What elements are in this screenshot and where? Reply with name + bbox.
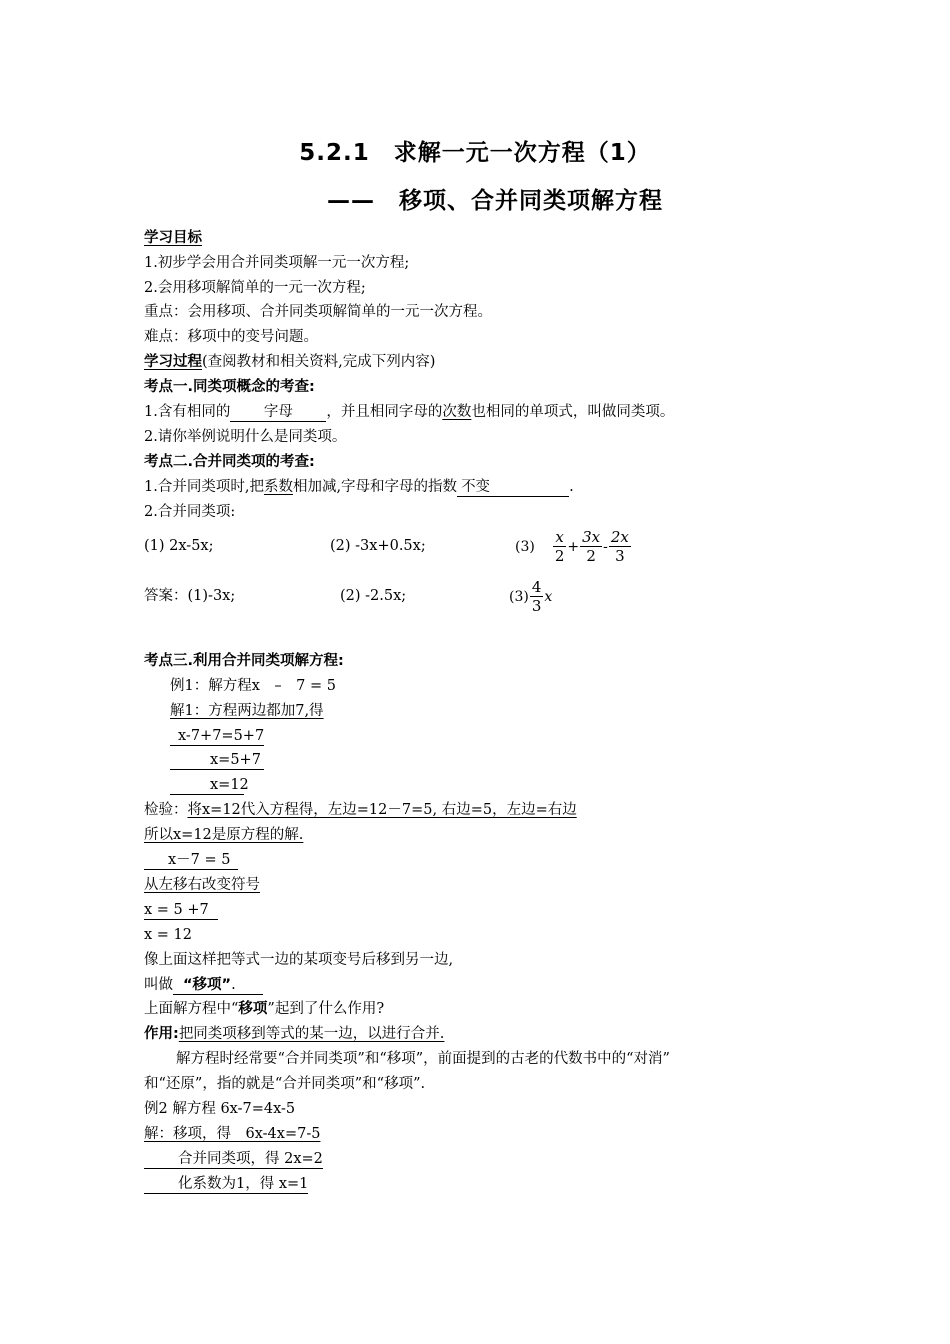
role-text: 把同类项移到等式的某一边，以进行合并.: [178, 1026, 445, 1042]
answer-1: 答案：(1)-3x;: [144, 588, 236, 604]
check-text: 将x=12代入方程得，左边=12－7=5, 右边=5，左边=右边: [187, 802, 577, 818]
point2-q1: [144, 477, 574, 497]
role-line: [144, 1024, 444, 1044]
goal-difficulty: 难点：移项中的变号问题。: [144, 329, 318, 345]
fraction-2: [580, 528, 602, 565]
definition-1: 像上面这样把等式一边的某项变号后移到另一边,: [144, 952, 454, 968]
point1-q1-mid: ，并且相同字母的: [326, 404, 443, 420]
page-title: 5.2.1 求解一元一次方程（1）: [299, 140, 651, 166]
equation-2-text: x = 5 +7: [144, 901, 218, 920]
check-line: [144, 800, 577, 820]
point1-q1-after: 也相同的单项式，叫做同类项。: [471, 404, 675, 420]
point1-blank-2: 次数: [442, 404, 472, 420]
step-3: [170, 775, 249, 795]
point2-heading: 考点二.合并同类项的考查:: [144, 454, 315, 470]
equation-text: x－7 = 5: [144, 851, 238, 870]
process-note: (查阅教材和相关资料,完成下列内容): [202, 354, 436, 370]
problem-2: (2) -3x+0.5x;: [330, 538, 426, 554]
fraction-1-num: x: [553, 528, 567, 547]
point2-q1-text: 1.合并同类项时,把: [144, 479, 264, 495]
definition-term-text: “移项”: [183, 977, 232, 993]
operator-plus: +: [567, 538, 580, 555]
point1-q1: [144, 402, 674, 422]
point2-q1-mid: 相加减,字母和字母的指数: [292, 479, 458, 495]
answer-2: (2) -2.5x;: [340, 588, 407, 604]
definition-term: [173, 976, 263, 995]
fraction-2-num: 3x: [582, 528, 601, 546]
point2-blank-1: 系数: [263, 479, 293, 495]
definition-2: [144, 975, 263, 995]
point2-q1-after: .: [569, 479, 574, 495]
problem-3-label: (3): [515, 538, 535, 555]
answer-variable: x: [544, 588, 553, 605]
point3-heading: 考点三.利用合并同类项解方程:: [144, 653, 344, 669]
example-2-step-1: 解：移项，得 6x-4x=7-5: [144, 1126, 321, 1142]
point1-heading: 考点一.同类项概念的考查:: [144, 379, 315, 395]
answer-fraction-num: 4: [531, 578, 542, 596]
fraction-3-num: 2x: [610, 528, 629, 546]
point2-blank-2: 不变: [457, 478, 569, 497]
goal-key-point: 重点：会用移项、合并同类项解简单的一元一次方程。: [144, 304, 492, 320]
paragraph-line-2: 和“还原”，指的就是“合并同类项”和“移项”.: [144, 1076, 426, 1092]
problem-1: (1) 2x-5x;: [144, 538, 214, 554]
example-2-step-2: [144, 1149, 323, 1169]
answer-3-label: (3): [509, 588, 529, 605]
solution-1: 解1：方程两边都加7,得: [170, 703, 324, 719]
step-1-text: x-7+7=5+7: [170, 727, 264, 746]
role-label: 作用:: [144, 1026, 179, 1042]
step-2-text: x=5+7: [170, 751, 264, 770]
question-term: 移项: [238, 1001, 268, 1017]
check-label: 检验：: [144, 802, 188, 818]
fraction-2-den: 2: [586, 547, 596, 565]
move-rule: 从左移右改变符号: [144, 877, 260, 893]
problem-3: [514, 528, 631, 565]
goal-item-2: 2.会用移项解简单的一元一次方程;: [144, 280, 366, 296]
example-2-step-3: [144, 1174, 308, 1194]
point1-q1-text: 1.含有相同的: [144, 404, 231, 420]
fraction-1: [553, 528, 567, 565]
example-2-step-3-text: 化系数为1，得 x=1: [144, 1175, 308, 1194]
page-subtitle: —— 移项、合并同类项解方程: [327, 188, 663, 214]
question-after: ”起到了什么作用?: [267, 1001, 385, 1017]
answer-3: [508, 578, 553, 615]
operator-minus: -: [603, 538, 608, 555]
step-1: [170, 726, 264, 746]
definition-term-after: .: [231, 977, 236, 993]
question-before: 上面解方程中“: [144, 1001, 239, 1017]
answer-fraction-den: 3: [531, 597, 542, 615]
point1-q2: 2.请你举例说明什么是同类项。: [144, 429, 347, 445]
question-line: [144, 999, 384, 1019]
example-1: 例1：解方程x – 7 = 5: [170, 678, 336, 694]
fraction-3-den: 3: [615, 547, 625, 565]
equation-2: [144, 900, 218, 920]
point1-blank-1: 字母: [230, 403, 326, 422]
definition-2-text: 叫做: [144, 977, 173, 993]
process-line: [144, 352, 435, 372]
equation-3: x = 12: [144, 927, 192, 943]
fraction-1-den: 2: [554, 547, 565, 565]
paragraph-line-1: 解方程时经常要“合并同类项”和“移项”，前面提到的古老的代数书中的“对消”: [176, 1051, 670, 1067]
fraction-3: [609, 528, 631, 565]
goal-item-1: 1.初步学会用合并同类项解一元一次方程;: [144, 255, 410, 271]
answer-fraction: [530, 578, 544, 615]
example-2: 例2 解方程 6x-7=4x-5: [144, 1101, 296, 1117]
goals-heading: 学习目标: [144, 230, 202, 246]
step-3-text: x=12: [170, 776, 244, 795]
equation-line: [144, 850, 238, 870]
step-2: [170, 750, 264, 770]
process-heading: 学习过程: [144, 354, 202, 370]
example-2-step-2-text: 合并同类项，得 2x=2: [144, 1150, 323, 1169]
conclusion: 所以x=12是原方程的解.: [144, 827, 304, 843]
point2-q2: 2.合并同类项:: [144, 504, 236, 520]
